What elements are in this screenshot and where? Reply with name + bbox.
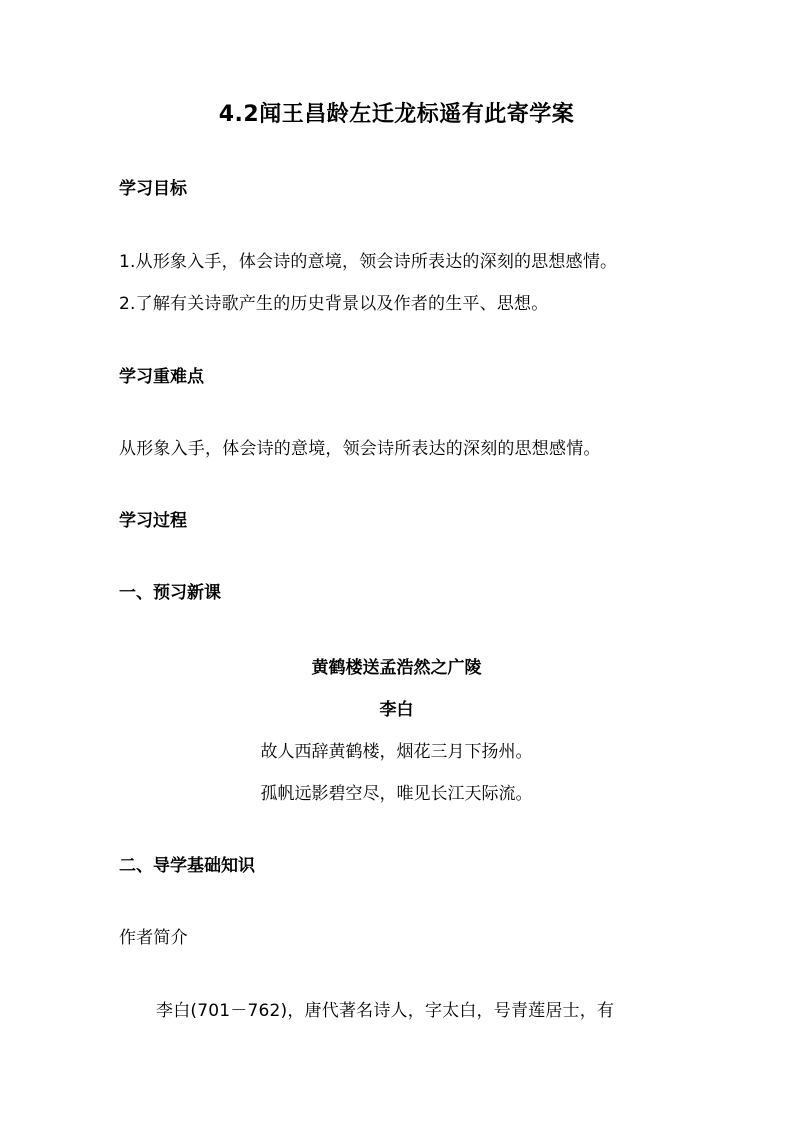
key-points-heading: 学习重难点: [119, 367, 204, 387]
learning-goal-item-2: 2.了解有关诗歌产生的历史背景以及作者的生平、思想。: [119, 294, 549, 314]
poem-line-2: 孤帆远影碧空尽，唯见长江天际流。: [260, 784, 533, 804]
learning-goal-item-1: 1.从形象入手，体会诗的意境，领会诗所表达的深刻的思想感情。: [119, 252, 618, 272]
learning-goals-heading: 学习目标: [119, 179, 187, 199]
learning-process-heading: 学习过程: [119, 511, 187, 531]
basic-knowledge-heading: 二、导学基础知识: [119, 856, 255, 876]
page-title: 4.2闻王昌龄左迁龙标遥有此寄学案: [218, 102, 575, 127]
key-points-text: 从形象入手，体会诗的意境，领会诗所表达的深刻的思想感情。: [119, 439, 601, 459]
poem-author: 李白: [379, 700, 414, 720]
author-intro-paragraph: 李白(701－762)，唐代著名诗人，字太白，号青莲居士，有: [156, 1001, 615, 1021]
poem-line-1: 故人西辞黄鹤楼，烟花三月下扬州。: [260, 742, 533, 762]
poem-title: 黄鹤楼送孟浩然之广陵: [311, 658, 482, 678]
preview-lesson-heading: 一、预习新课: [119, 583, 221, 603]
author-intro-subheading: 作者简介: [119, 928, 188, 948]
